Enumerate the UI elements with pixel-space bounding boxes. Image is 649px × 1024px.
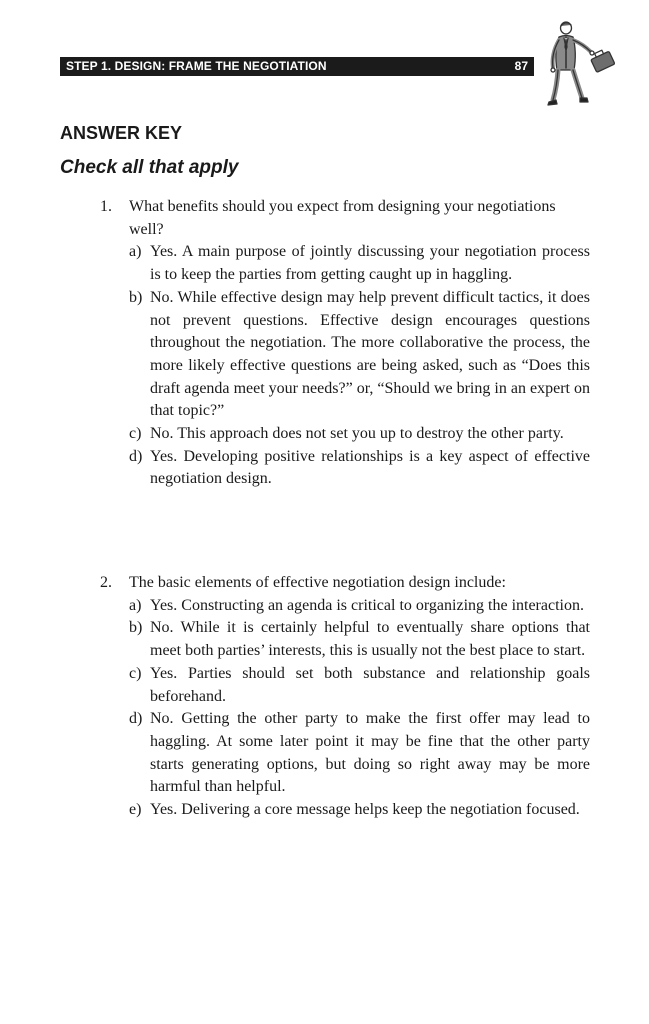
answer-item bbox=[129, 241, 590, 286]
answer-text: Yes. A main purpose of jointly discussing your negotiation process is to keep the parties from getting caught up in haggling. bbox=[150, 243, 590, 284]
answer-letter: e) bbox=[129, 801, 142, 819]
answer-text: No. While it is certainly helpful to eventually share options that meet both parties’ interests, this is usually not the best place to start. bbox=[150, 619, 590, 660]
answer-item bbox=[129, 287, 590, 423]
running-header-title: STEP 1. DESIGN: FRAME THE NEGOTIATION bbox=[66, 59, 327, 73]
answer-item bbox=[129, 617, 590, 662]
answer-text: Yes. Developing positive relationships is a key aspect of effective negotiation design. bbox=[150, 447, 590, 488]
answer-letter: c) bbox=[129, 664, 142, 682]
answer-letter: b) bbox=[129, 288, 143, 306]
answer-letter: c) bbox=[129, 425, 142, 443]
page-number: 87 bbox=[514, 59, 528, 73]
businessman-with-briefcase-icon bbox=[540, 18, 620, 110]
answer-item bbox=[129, 595, 590, 618]
section-subtitle: Check all that apply bbox=[60, 157, 239, 178]
answer-list bbox=[129, 241, 590, 491]
answer-text: No. While effective design may help prevent difficult tactics, it does not prevent questions. Effective design encourages questions throughout the negotiation. The more collaborative the process, the more likely effective questions are being asked, such as “Does this draft agenda meet your needs?” or, “Should we bring in an expert on that topic?” bbox=[150, 288, 590, 420]
answer-text: No. This approach does not set you up to destroy the other party. bbox=[150, 425, 564, 443]
answer-letter: a) bbox=[129, 243, 142, 261]
question-number: 1. bbox=[100, 198, 112, 215]
answer-text: Yes. Parties should set both substance and relationship goals beforehand. bbox=[150, 664, 590, 705]
question-1 bbox=[100, 196, 590, 491]
answer-text: Yes. Constructing an agenda is critical to organizing the interaction. bbox=[150, 596, 584, 614]
answer-text: No. Getting the other party to make the first offer may lead to haggling. At some later point it may be fine that the other party starts generating options, but doing so right away may be more harmful than helpful. bbox=[150, 710, 590, 796]
answer-list bbox=[129, 595, 590, 822]
question-number: 2. bbox=[100, 574, 112, 591]
answer-letter: a) bbox=[129, 596, 142, 614]
section-title: ANSWER KEY bbox=[60, 123, 183, 143]
answer-item bbox=[129, 799, 590, 822]
running-header bbox=[60, 57, 534, 76]
question-text: What benefits should you expect from designing your negotiations well? bbox=[129, 198, 556, 238]
answer-item bbox=[129, 423, 590, 446]
answer-letter: b) bbox=[129, 619, 143, 637]
question-2 bbox=[100, 572, 590, 822]
question-text: The basic elements of effective negotiation design include: bbox=[129, 574, 506, 591]
answer-item bbox=[129, 663, 590, 708]
answer-text: Yes. Delivering a core message helps keep the negotiation focused. bbox=[150, 801, 580, 819]
answer-letter: d) bbox=[129, 710, 143, 728]
answer-letter: d) bbox=[129, 447, 143, 465]
answer-item bbox=[129, 708, 590, 799]
answer-item bbox=[129, 446, 590, 491]
